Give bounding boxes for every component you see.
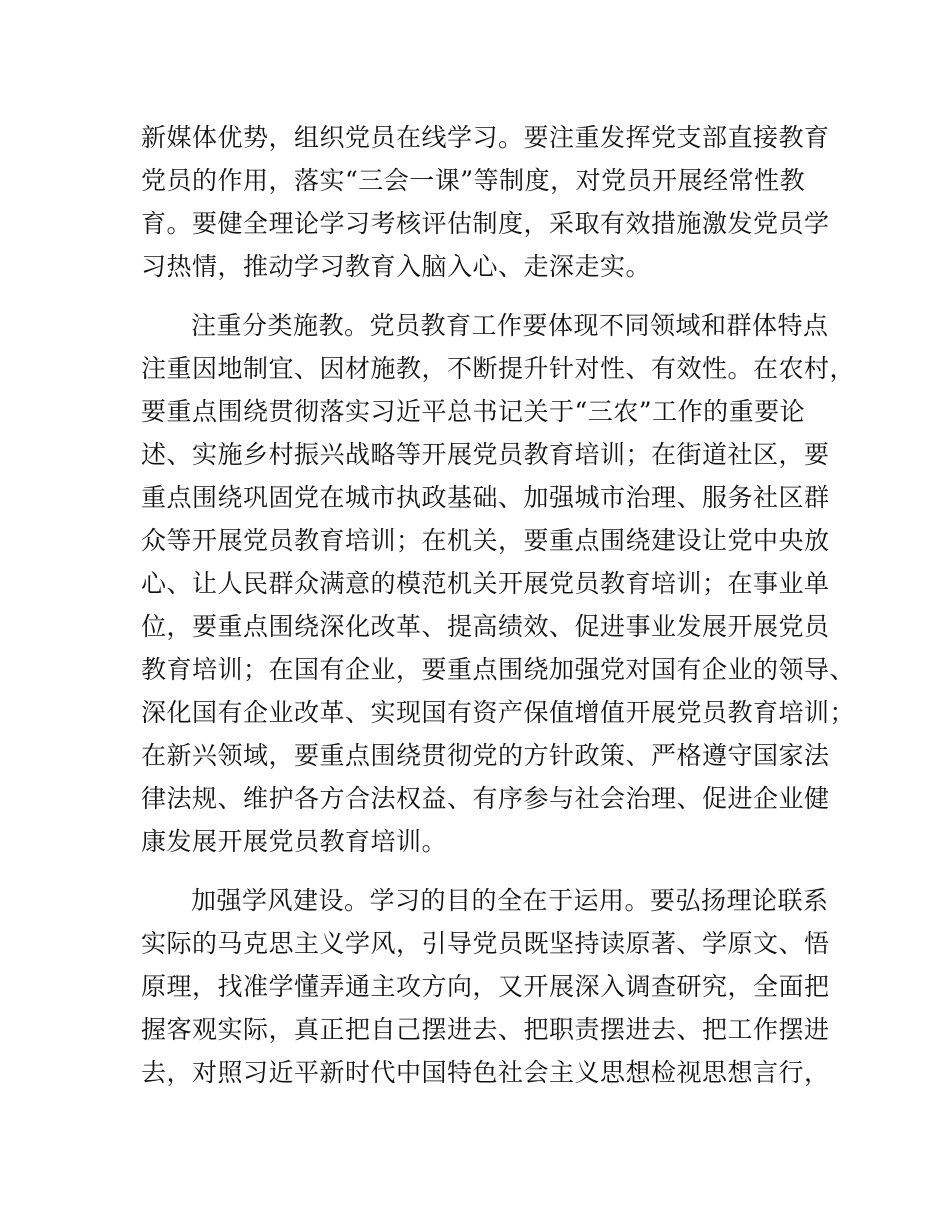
paragraph-line: 教育培训；在国有企业，要重点围绕加强党对国有企业的领导、 xyxy=(141,655,856,684)
paragraph-line: 述、实施乡村振兴战略等开展党员教育培训；在街道社区，要 xyxy=(141,440,830,469)
paragraph-spacer xyxy=(141,863,831,879)
paragraph-line: 注重因地制宜、因材施教，不断提升针对性、有效性。在农村， xyxy=(141,354,856,383)
document-body xyxy=(141,116,856,1094)
paragraph-online-learning xyxy=(141,116,831,288)
paragraph-line: 律法规、维护各方合法权益、有序参与社会治理、促进企业健 xyxy=(141,784,830,813)
paragraph-first-line: 加强学风建设。学习的目的全在于运用。要弘扬理论联系 xyxy=(191,886,829,915)
paragraph-line: 习热情，推动学习教育入脑入心、走深走实。 xyxy=(141,252,652,281)
paragraph-line: 众等开展党员教育培训；在机关，要重点围绕建设让党中央放 xyxy=(141,526,830,555)
paragraph-line: 党员的作用，落实“三会一课”等制度，对党员开展经常性教 xyxy=(141,166,806,195)
paragraph-line: 育。要健全理论学习考核评估制度，采取有效措施激发党员学 xyxy=(141,209,830,238)
paragraph-line: 深化国有企业改革、实现国有资产保值增值开展党员教育培训； xyxy=(141,698,856,727)
paragraph-line: 心、让人民群众满意的模范机关开展党员教育培训；在事业单 xyxy=(141,569,830,598)
paragraph-line: 在新兴领域，要重点围绕贯彻党的方针政策、严格遵守国家法 xyxy=(141,741,830,770)
paragraph-first-line: 注重分类施教。党员教育工作要体现不同领域和群体特点 xyxy=(191,311,829,340)
paragraph-line: 要重点围绕贯彻落实习近平总书记关于“三农”工作的重要论 xyxy=(141,397,806,426)
paragraph-line: 重点围绕巩固党在城市执政基础、加强城市治理、服务社区群 xyxy=(141,483,830,512)
paragraph-line: 去，对照习近平新时代中国特色社会主义思想检视思想言行， xyxy=(141,1058,830,1087)
paragraph-line: 新媒体优势，组织党员在线学习。要注重发挥党支部直接教育 xyxy=(141,123,830,152)
paragraph-line: 实际的马克思主义学风，引导党员既坚持读原著、学原文、悟 xyxy=(141,929,830,958)
paragraph-line: 位，要重点围绕深化改革、提高绩效、促进事业发展开展党员 xyxy=(141,612,830,641)
paragraph-line: 握客观实际，真正把自己摆进去、把职责摆进去、把工作摆进 xyxy=(141,1015,830,1044)
paragraph-line: 康发展开展党员教育培训。 xyxy=(141,827,448,856)
paragraph-study-style xyxy=(141,879,831,1094)
paragraph-line: 原理，找准学懂弄通主攻方向，又开展深入调查研究，全面把 xyxy=(141,972,830,1001)
paragraph-spacer xyxy=(141,288,831,304)
paragraph-classified-teaching xyxy=(141,304,856,863)
